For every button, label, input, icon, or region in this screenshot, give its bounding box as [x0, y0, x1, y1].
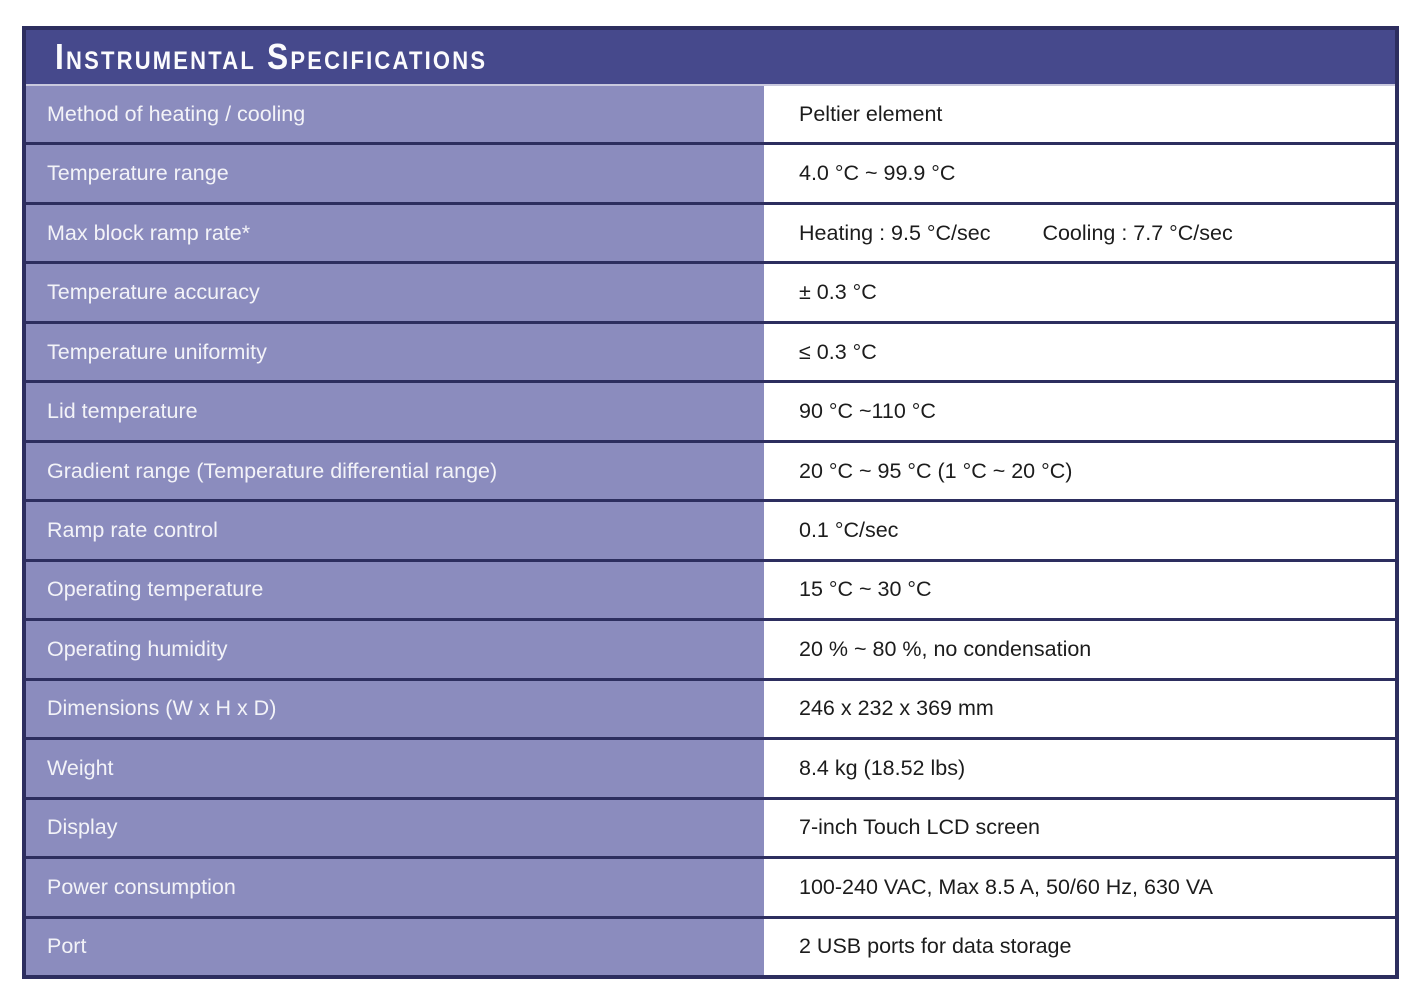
spec-label: Operating temperature	[26, 562, 764, 618]
spec-label: Lid temperature	[26, 383, 764, 439]
spec-rows	[26, 84, 1395, 975]
spec-label: Gradient range (Temperature differential range)	[26, 443, 764, 499]
spec-label: Dimensions (W x H x D)	[26, 681, 764, 737]
spec-label: Weight	[26, 740, 764, 796]
spec-value: 4.0 °C ~ 99.9 °C	[764, 145, 1395, 201]
spec-row-temperature-uniformity	[26, 321, 1395, 380]
spec-value: 20 °C ~ 95 °C (1 °C ~ 20 °C)	[764, 443, 1395, 499]
spec-value: 90 °C ~110 °C	[764, 383, 1395, 439]
spec-row-power-consumption	[26, 856, 1395, 915]
spec-row-lid-temperature	[26, 380, 1395, 439]
spec-value: 100-240 VAC, Max 8.5 A, 50/60 Hz, 630 VA	[764, 859, 1395, 915]
spec-row-method-of-heating-cooling	[26, 84, 1395, 142]
spec-row-display	[26, 797, 1395, 856]
spec-value: 15 °C ~ 30 °C	[764, 562, 1395, 618]
spec-row-operating-humidity	[26, 618, 1395, 677]
spec-label: Method of heating / cooling	[26, 86, 764, 142]
instrumental-specifications-table	[22, 26, 1399, 979]
spec-row-temperature-accuracy	[26, 261, 1395, 320]
spec-row-dimensions	[26, 678, 1395, 737]
table-header	[26, 30, 1395, 84]
spec-value: 2 USB ports for data storage	[764, 919, 1395, 975]
spec-label: Ramp rate control	[26, 502, 764, 558]
spec-label: Display	[26, 800, 764, 856]
spec-row-port	[26, 916, 1395, 975]
spec-label: Temperature accuracy	[26, 264, 764, 320]
spec-value: ± 0.3 °C	[764, 264, 1395, 320]
spec-row-gradient-range	[26, 440, 1395, 499]
spec-value: Peltier element	[764, 86, 1395, 142]
spec-value: 20 % ~ 80 %, no condensation	[764, 621, 1395, 677]
spec-label: Max block ramp rate*	[26, 205, 764, 261]
spec-label: Operating humidity	[26, 621, 764, 677]
spec-value-cooling: Cooling : 7.7 °C/sec	[1042, 220, 1233, 245]
spec-value: ≤ 0.3 °C	[764, 324, 1395, 380]
spec-row-weight	[26, 737, 1395, 796]
spec-row-temperature-range	[26, 142, 1395, 201]
spec-value: 8.4 kg (18.52 lbs)	[764, 740, 1395, 796]
spec-row-max-block-ramp-rate	[26, 202, 1395, 261]
spec-value: 7-inch Touch LCD screen	[764, 800, 1395, 856]
spec-row-operating-temperature	[26, 559, 1395, 618]
spec-label: Power consumption	[26, 859, 764, 915]
spec-label: Temperature uniformity	[26, 324, 764, 380]
spec-row-ramp-rate-control	[26, 499, 1395, 558]
table-title: Instrumental Specifications	[55, 36, 488, 77]
spec-value: 0.1 °C/sec	[764, 502, 1395, 558]
spec-value: 246 x 232 x 369 mm	[764, 681, 1395, 737]
spec-value	[764, 205, 1395, 261]
spec-value-heating: Heating : 9.5 °C/sec	[799, 220, 991, 245]
spec-label: Port	[26, 919, 764, 975]
spec-label: Temperature range	[26, 145, 764, 201]
